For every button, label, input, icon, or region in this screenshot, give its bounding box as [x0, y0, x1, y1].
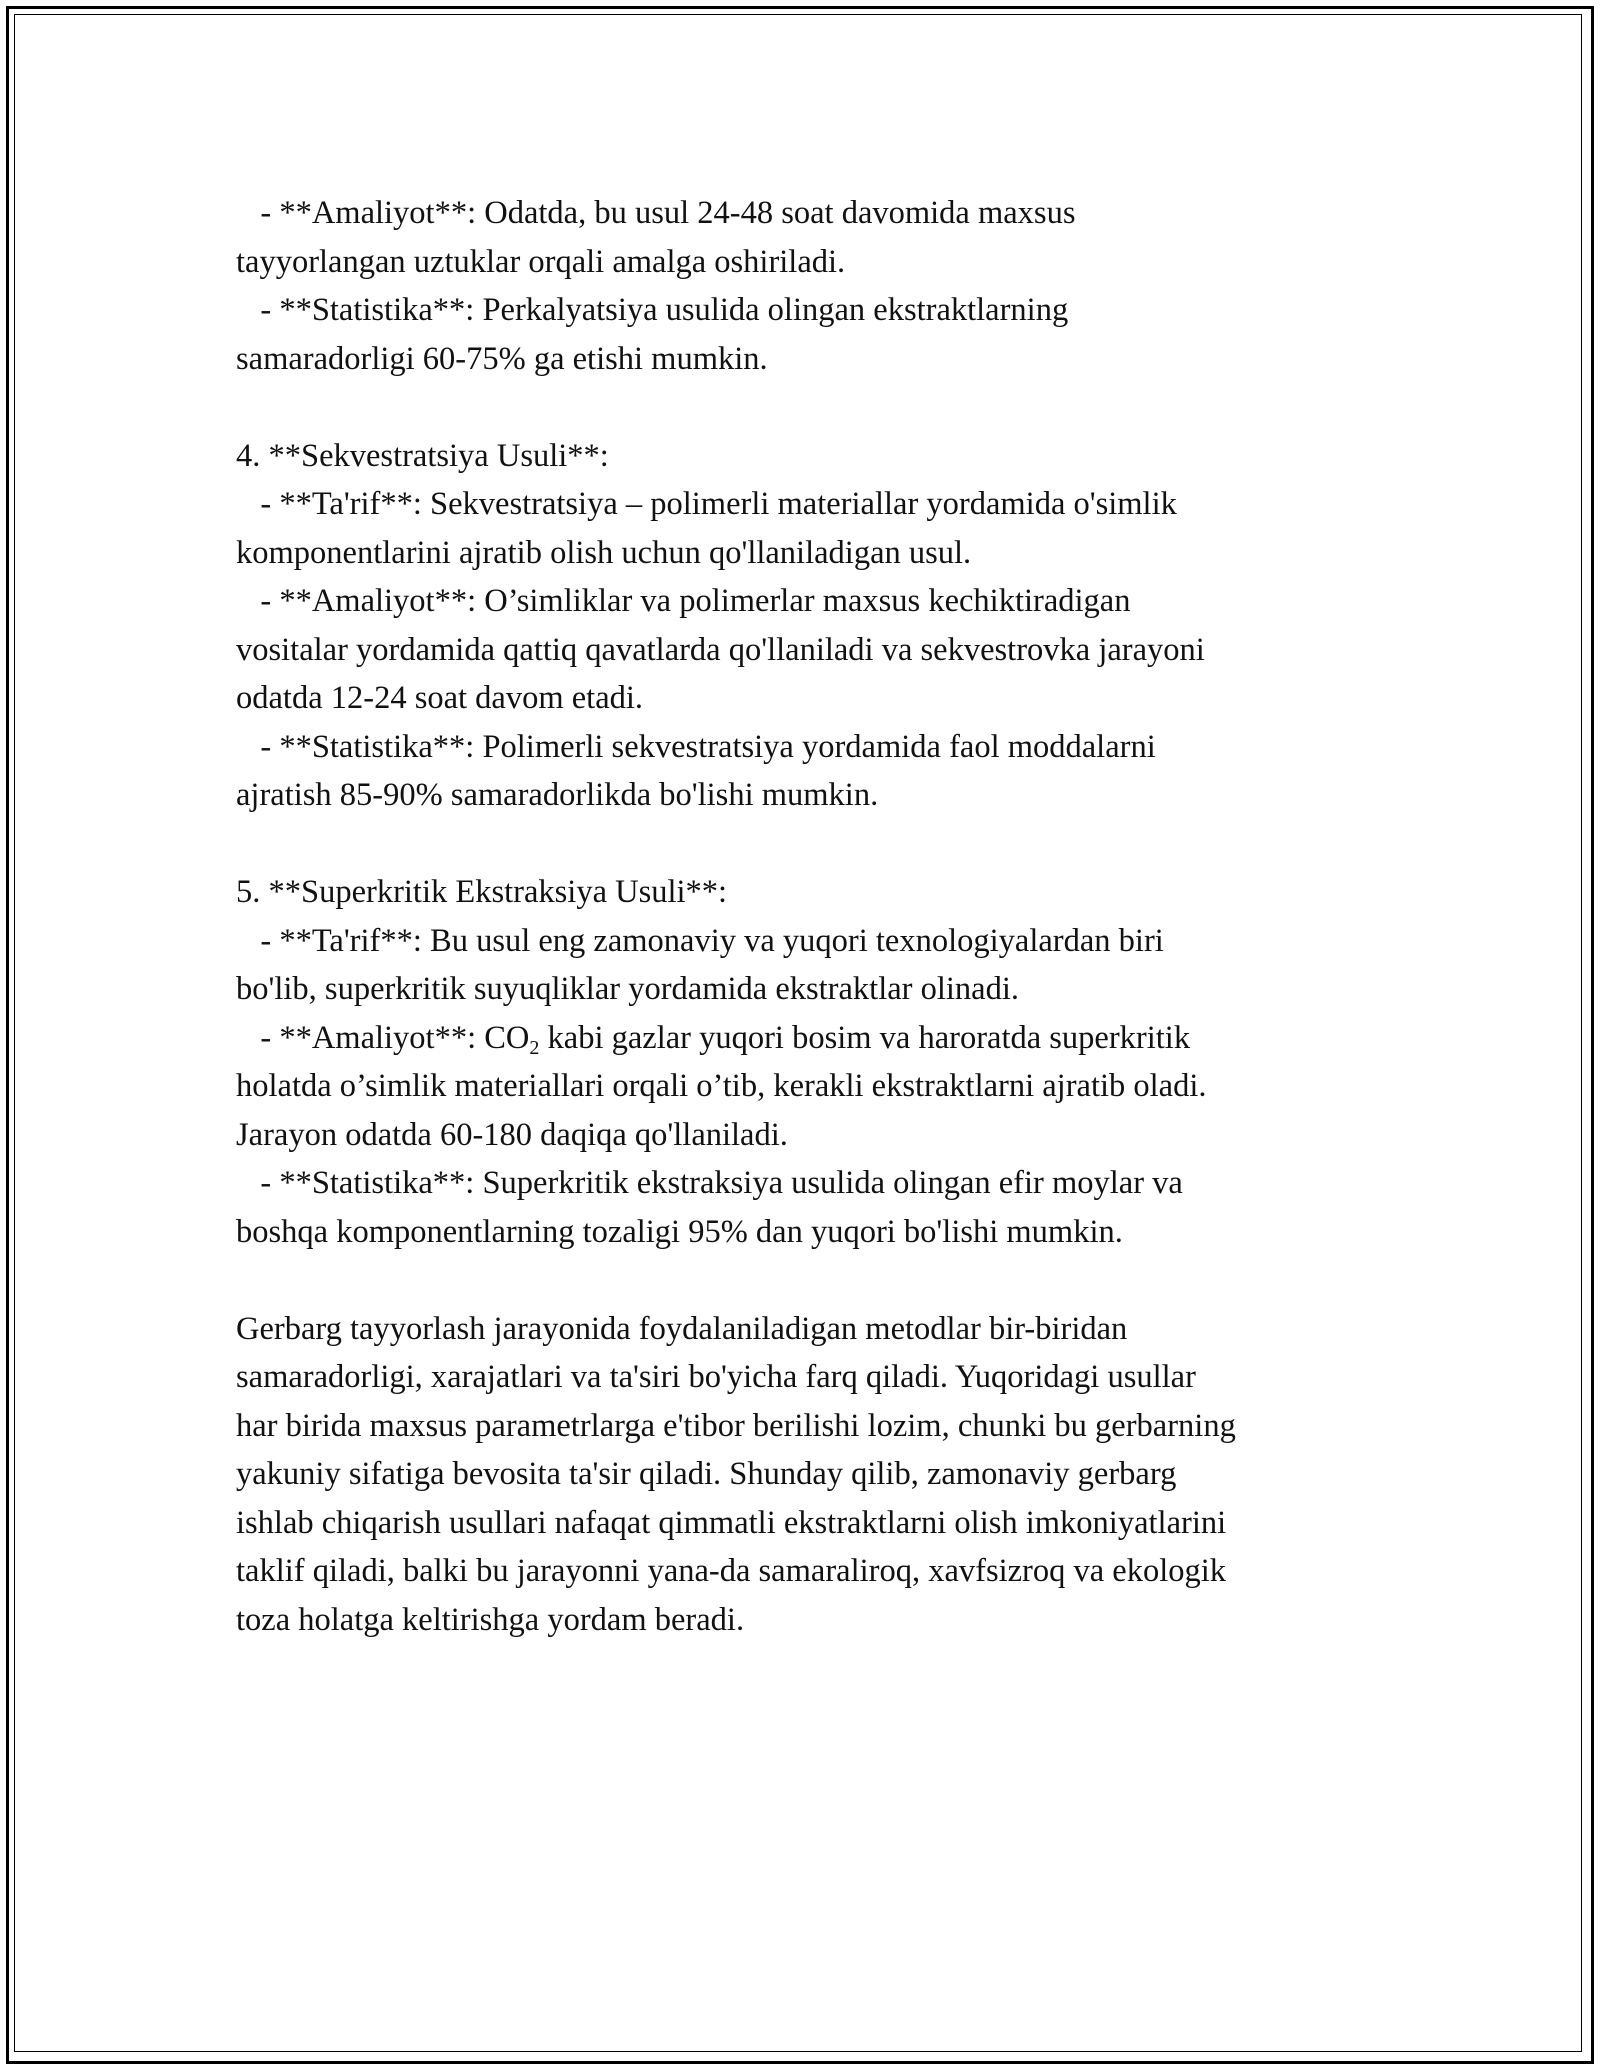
text-line: - **Statistika**: Superkritik ekstraksiya usulida olingan efir moylar va	[236, 1165, 1183, 1201]
co2-line-after: kabi gazlar yuqori bosim va haroratda superkritik	[539, 1019, 1191, 1056]
text-line: - **Statistika**: Polimerli sekvestratsiya yordamida faol moddalarni	[236, 728, 1156, 765]
text-line: taklif qiladi, balki bu jarayonni yana-da samaraliroq, xavfsizroq va ekologik	[236, 1553, 1227, 1589]
text-line: - **Statistika**: Perkalyatsiya usulida olingan ekstraktlarning	[236, 292, 1069, 328]
text-line: toza holatga keltirishga yordam beradi.	[236, 1601, 745, 1638]
co2-subscript: 2	[529, 1036, 540, 1059]
text-line: odatda 12-24 soat davom etadi.	[236, 680, 644, 716]
co2-line-before: - **Amaliyot**: CO	[236, 1019, 530, 1056]
text-line: tayyorlangan uztuklar orqali amalga oshiriladi.	[236, 243, 846, 280]
text-line: ishlab chiqarish usullari nafaqat qimmatli ekstraktlarni olish imkoniyatlarini	[236, 1504, 1227, 1541]
paragraph-gap	[236, 820, 1386, 869]
paragraph-gap	[236, 383, 1386, 432]
text-line: har birida maxsus parametrlarga e'tibor berilishi lozim, chunki bu gerbarning	[236, 1407, 1236, 1444]
text-line-co2	[236, 1014, 1386, 1063]
text-line: ajratish 85-90% samaradorlikda bo'lishi mumkin.	[236, 777, 879, 813]
text-line: - **Amaliyot**: O’simliklar va polimerlar maxsus kechiktiradigan	[236, 583, 1131, 619]
text-line: - **Amaliyot**: Odatda, bu usul 24-48 soat davomida maxsus	[236, 195, 1076, 231]
text-line: Jarayon odatda 60-180 daqiqa qo'llaniladi.	[236, 1116, 788, 1153]
text-line: - **Ta'rif**: Bu usul eng zamonaviy va yuqori texnologiyalardan biri	[236, 922, 1164, 959]
text-line: holatda o’simlik materiallari orqali o’tib, kerakli ekstraktlarni ajratib oladi.	[236, 1068, 1207, 1104]
text-line: yakuniy sifatiga bevosita ta'sir qiladi. Shunday qilib, zamonaviy gerbarg	[236, 1456, 1177, 1492]
text-line: samaradorligi, xarajatlari va ta'siri bo'yicha farq qiladi. Yuqoridagi usullar	[236, 1359, 1196, 1395]
text-line: vositalar yordamida qattiq qavatlarda qo'llaniladi va sekvestrovka jarayoni	[236, 631, 1205, 668]
section-heading: 5. **Superkritik Ekstraksiya Usuli**:	[236, 874, 728, 910]
text-line: Gerbarg tayyorlash jarayonida foydalaniladigan metodlar bir-biridan	[236, 1310, 1128, 1347]
text-line: bo'lib, superkritik suyuqliklar yordamida ekstraktlar olinadi.	[236, 971, 1019, 1007]
text-line: - **Ta'rif**: Sekvestratsiya – polimerli materiallar yordamida o'simlik	[236, 486, 1177, 522]
text-line: boshqa komponentlarning tozaligi 95% dan yuqori bo'lishi mumkin.	[236, 1213, 1123, 1250]
document-body	[236, 189, 1386, 1644]
paragraph-gap	[236, 1256, 1386, 1305]
text-line: komponentlarini ajratib olish uchun qo'llaniladigan usul.	[236, 534, 972, 571]
text-line: samaradorligi 60-75% ga etishi mumkin.	[236, 340, 768, 377]
section-heading: 4. **Sekvestratsiya Usuli**:	[236, 437, 609, 474]
